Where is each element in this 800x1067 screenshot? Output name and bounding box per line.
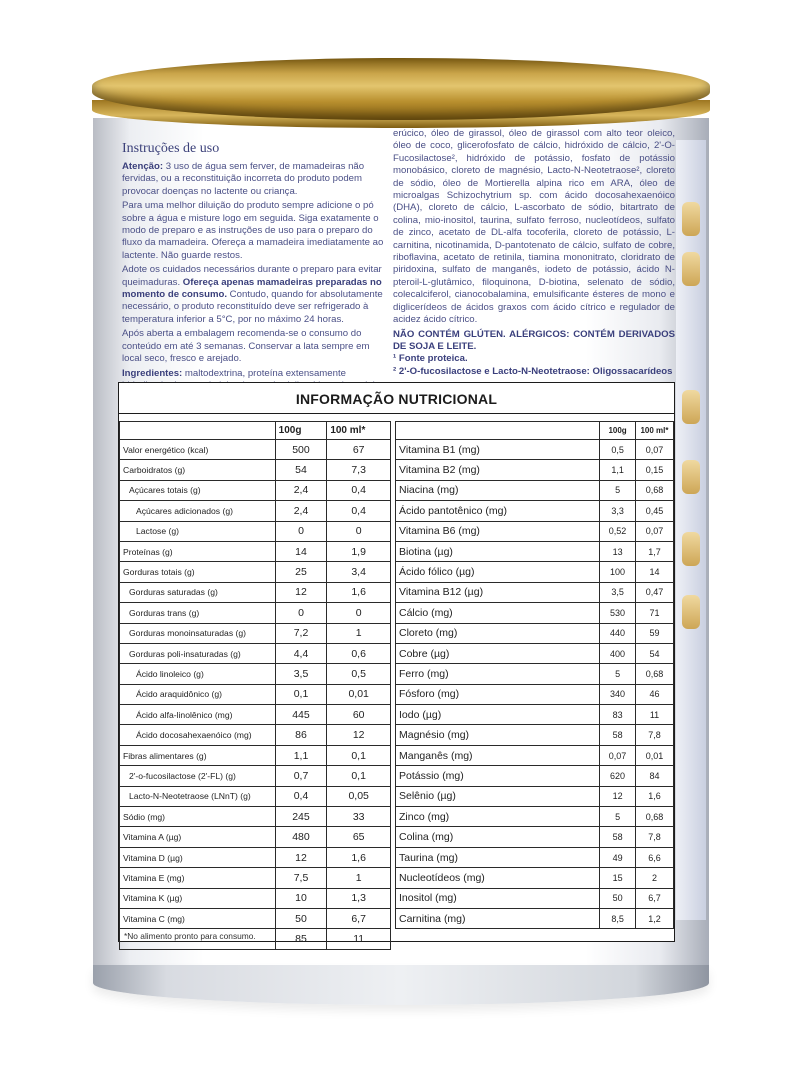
allergen-warning: NÃO CONTÉM GLÚTEN. ALÉRGICOS: CONTÉM DERIVADOS DE SOJA E LEITE. xyxy=(393,328,675,352)
value-100g: 440 xyxy=(600,623,636,643)
table-row xyxy=(120,541,391,561)
nutrient-label: Niacina (mg) xyxy=(396,480,600,500)
nutrition-left-table xyxy=(119,421,391,950)
nutrient-label: Vitamina D (µg) xyxy=(120,847,276,867)
side-label-graphic xyxy=(682,460,700,494)
nutrient-label: Vitamina B2 (mg) xyxy=(396,460,600,480)
value-100g: 0,5 xyxy=(600,440,636,460)
table-row xyxy=(396,562,674,582)
value-100g: 25 xyxy=(275,562,327,582)
side-label-graphic xyxy=(682,390,700,424)
instructions-text: Adote os cuidados necessários durante o preparo para evitar queimaduras. xyxy=(122,264,382,288)
table-row xyxy=(396,541,674,561)
left-header-nutrient xyxy=(120,422,276,440)
value-100ml: 0,01 xyxy=(327,684,391,704)
value-100g: 85 xyxy=(275,929,327,949)
value-100ml: 1,6 xyxy=(327,582,391,602)
value-100ml: 46 xyxy=(636,684,674,704)
value-100g: 2,4 xyxy=(275,480,327,500)
nutrient-label: Vitamina K (µg) xyxy=(120,888,276,908)
value-100ml: 33 xyxy=(327,807,391,827)
table-row xyxy=(396,603,674,623)
value-100ml: 1,6 xyxy=(636,786,674,806)
nutrient-label: Magnésio (mg) xyxy=(396,725,600,745)
nutrient-label: Ácido araquidônico (g) xyxy=(120,684,276,704)
right-header-100g: 100g xyxy=(600,422,636,440)
nutrient-label: Cobre (µg) xyxy=(396,643,600,663)
table-row xyxy=(120,582,391,602)
table-row xyxy=(120,827,391,847)
side-label-graphic xyxy=(682,595,700,629)
table-row xyxy=(120,501,391,521)
table-row xyxy=(396,847,674,867)
value-100g: 13 xyxy=(600,541,636,561)
value-100g: 58 xyxy=(600,827,636,847)
value-100ml: 0,1 xyxy=(327,745,391,765)
nutrition-footnote: *No alimento pronto para consumo. xyxy=(124,931,256,941)
value-100g: 3,5 xyxy=(275,664,327,684)
nutrient-label: Vitamina A (µg) xyxy=(120,827,276,847)
value-100g: 14 xyxy=(275,541,327,561)
nutrient-label: Cálcio (mg) xyxy=(396,603,600,623)
value-100g: 0,4 xyxy=(275,786,327,806)
table-row xyxy=(120,562,391,582)
nutrient-label: Ácido linoleico (g) xyxy=(120,664,276,684)
value-100g: 400 xyxy=(600,643,636,663)
value-100g: 0,7 xyxy=(275,766,327,786)
value-100g: 58 xyxy=(600,725,636,745)
table-row xyxy=(396,868,674,888)
table-row xyxy=(396,623,674,643)
left-header-100g: 100g xyxy=(275,422,327,440)
right-header-100ml: 100 ml* xyxy=(636,422,674,440)
table-row xyxy=(396,582,674,602)
value-100g: 10 xyxy=(275,888,327,908)
value-100ml: 54 xyxy=(636,643,674,663)
nutrient-label: Ferro (mg) xyxy=(396,664,600,684)
table-row xyxy=(120,643,391,663)
table-row xyxy=(396,440,674,460)
nutrient-label: Selênio (µg) xyxy=(396,786,600,806)
table-row xyxy=(396,643,674,663)
value-100ml: 0,68 xyxy=(636,807,674,827)
value-100ml: 59 xyxy=(636,623,674,643)
value-100ml: 65 xyxy=(327,827,391,847)
value-100ml: 60 xyxy=(327,705,391,725)
value-100ml: 0,07 xyxy=(636,440,674,460)
nutrient-label: Gorduras trans (g) xyxy=(120,603,276,623)
value-100g: 245 xyxy=(275,807,327,827)
table-row xyxy=(396,521,674,541)
value-100ml: 2 xyxy=(636,868,674,888)
value-100ml: 0,47 xyxy=(636,582,674,602)
nutrient-label: Gorduras saturadas (g) xyxy=(120,582,276,602)
value-100ml: 0,4 xyxy=(327,480,391,500)
left-header-100ml: 100 ml* xyxy=(327,422,391,440)
value-100ml: 71 xyxy=(636,603,674,623)
nutrient-label: Gorduras poli-insaturadas (g) xyxy=(120,643,276,663)
value-100ml: 11 xyxy=(636,705,674,725)
side-label-strip xyxy=(676,140,706,920)
value-100ml: 0,1 xyxy=(327,766,391,786)
nutrient-label: Lactose (g) xyxy=(120,521,276,541)
nutrient-label: Vitamina B12 (µg) xyxy=(396,582,600,602)
value-100g: 7,2 xyxy=(275,623,327,643)
ingredients-list: erúcico, óleo de girassol, óleo de girassol com alto teor oleico, óleo de coco, glicerofosfato de cálcio, hidróxido de cálcio, 2'-O-Fucosilactose², hidróxido de potássio, fosfato de potássio monobásico, cloreto de magnésio, Lacto-N-Neotetraose², cloreto de sódio, óleo de Mortierella alpina rico em ARA, óleo de microalgas Schizochytrium sp. com ácido docosahexaenóico (DHA), cloreto de cálcio, L-ascorbato de sódio, bitartrato de colina, mio-inositol, taurina, sulfato ferroso, nucleotídeos, sulfato de zinco, acetato de DL-alfa tocoferila, cloreto de potássio, L-carnitina, nicotinamida, D-pantotenato de cálcio, sulfato de cobre, riboflavina, acetato de retinila, tiamina mononitrato, cloridrato de piridoxina, sulfato de manganês, iodeto de potássio, ácido N-pteroil-L-glutâmico, filoquinona, D-biotina, selenato de sódio, colecalciferol, cianocobalamina, emulsificante ésteres de mono e diglicerídeos de ácidos graxos com ácido cítrico e regulador de acidez ácido cítrico. xyxy=(393,128,675,326)
ingredients-label: Ingredientes: xyxy=(122,367,183,379)
table-row xyxy=(120,725,391,745)
table-row xyxy=(396,786,674,806)
value-100g: 2,4 xyxy=(275,501,327,521)
value-100g: 1,1 xyxy=(600,460,636,480)
table-row xyxy=(396,480,674,500)
instructions-paragraph: Após aberta a embalagem recomenda-se o consumo do conteúdo em até 3 semanas. Conservar a lata sempre em local seco, fresco e arejado. xyxy=(122,328,370,365)
table-row xyxy=(120,603,391,623)
value-100ml: 7,3 xyxy=(327,460,391,480)
value-100g: 49 xyxy=(600,847,636,867)
value-100ml: 0,6 xyxy=(327,643,391,663)
value-100g: 5 xyxy=(600,807,636,827)
nutrition-right-table xyxy=(395,421,674,929)
value-100ml: 0,05 xyxy=(327,786,391,806)
value-100g: 50 xyxy=(275,908,327,928)
nutrient-label: Nucleotídeos (mg) xyxy=(396,868,600,888)
nutrient-label: Carnitina (mg) xyxy=(396,908,600,928)
nutrient-label: Açúcares totais (g) xyxy=(120,480,276,500)
nutrient-label: Taurina (mg) xyxy=(396,847,600,867)
value-100g: 12 xyxy=(275,582,327,602)
value-100g: 50 xyxy=(600,888,636,908)
table-row xyxy=(396,745,674,765)
table-row xyxy=(120,664,391,684)
value-100g: 8,5 xyxy=(600,908,636,928)
nutrient-label: Iodo (µg) xyxy=(396,705,600,725)
nutrient-label: Fibras alimentares (g) xyxy=(120,745,276,765)
table-row xyxy=(120,480,391,500)
value-100g: 5 xyxy=(600,664,636,684)
value-100ml: 1,7 xyxy=(636,541,674,561)
value-100g: 0,07 xyxy=(600,745,636,765)
value-100g: 500 xyxy=(275,440,327,460)
instructions-block xyxy=(122,140,390,407)
value-100g: 12 xyxy=(275,847,327,867)
value-100ml: 0 xyxy=(327,603,391,623)
table-row xyxy=(396,501,674,521)
value-100g: 3,3 xyxy=(600,501,636,521)
value-100g: 54 xyxy=(275,460,327,480)
value-100g: 620 xyxy=(600,766,636,786)
value-100ml: 1,6 xyxy=(327,847,391,867)
instructions-paragraph: Para uma melhor diluição do produto sempre adicione o pó sobre a água e misture logo em seguida. Siga exatamente o modo de preparo e as instruções de uso para o preparo do fluxo da mamadeira. Ofereça a mamadeira imediatamente ao lactente. Não guarde restos. xyxy=(122,200,384,261)
nutrient-label: Zinco (mg) xyxy=(396,807,600,827)
value-100g: 4,4 xyxy=(275,643,327,663)
value-100ml: 0,4 xyxy=(327,501,391,521)
value-100g: 340 xyxy=(600,684,636,704)
value-100g: 83 xyxy=(600,705,636,725)
nutrient-label: Gorduras totais (g) xyxy=(120,562,276,582)
table-row xyxy=(120,786,391,806)
nutrient-label: Lacto-N-Neotetraose (LNnT) (g) xyxy=(120,786,276,806)
table-row xyxy=(120,705,391,725)
value-100ml: 0,5 xyxy=(327,664,391,684)
value-100ml: 3,4 xyxy=(327,562,391,582)
value-100ml: 6,7 xyxy=(636,888,674,908)
value-100g: 0,1 xyxy=(275,684,327,704)
value-100g: 12 xyxy=(600,786,636,806)
side-label-graphic xyxy=(682,252,700,286)
nutrient-label: Carboidratos (g) xyxy=(120,460,276,480)
nutrient-label: Ácido fólico (µg) xyxy=(396,562,600,582)
nutrient-label: Potássio (mg) xyxy=(396,766,600,786)
value-100ml: 0,68 xyxy=(636,480,674,500)
table-row xyxy=(120,847,391,867)
nutrient-label: Vitamina B6 (mg) xyxy=(396,521,600,541)
value-100ml: 1,3 xyxy=(327,888,391,908)
table-row xyxy=(120,888,391,908)
value-100g: 530 xyxy=(600,603,636,623)
value-100ml: 1 xyxy=(327,623,391,643)
table-row xyxy=(396,684,674,704)
table-row xyxy=(120,868,391,888)
value-100ml: 0,68 xyxy=(636,664,674,684)
instructions-emphasis: Ofereça apenas mamadeiras preparadas no momento de consumo. xyxy=(122,276,382,301)
nutrient-label: Manganês (mg) xyxy=(396,745,600,765)
value-100g: 5 xyxy=(600,480,636,500)
table-row xyxy=(120,745,391,765)
value-100g: 0 xyxy=(275,521,327,541)
table-row xyxy=(120,623,391,643)
table-row xyxy=(396,807,674,827)
value-100ml: 12 xyxy=(327,725,391,745)
ingredients-continuation xyxy=(393,128,675,378)
table-row xyxy=(120,521,391,541)
attention-paragraph xyxy=(122,161,390,198)
table-row xyxy=(120,807,391,827)
nutrient-label: Gorduras monoinsaturadas (g) xyxy=(120,623,276,643)
instructions-heading: Instruções de uso xyxy=(122,141,220,156)
right-header-nutrient xyxy=(396,422,600,440)
value-100ml: 7,8 xyxy=(636,725,674,745)
table-row xyxy=(120,908,391,928)
value-100ml: 0,07 xyxy=(636,521,674,541)
nutrition-title: INFORMAÇÃO NUTRICIONAL xyxy=(295,391,498,407)
value-100g: 0 xyxy=(275,603,327,623)
nutrient-label: Vitamina E (mg) xyxy=(120,868,276,888)
value-100ml: 0,15 xyxy=(636,460,674,480)
value-100g: 7,5 xyxy=(275,868,327,888)
value-100ml: 6,6 xyxy=(636,847,674,867)
value-100g: 0,52 xyxy=(600,521,636,541)
table-row xyxy=(396,460,674,480)
table-row xyxy=(396,664,674,684)
value-100ml: 7,8 xyxy=(636,827,674,847)
table-row xyxy=(120,460,391,480)
nutrient-label: Cloreto (mg) xyxy=(396,623,600,643)
value-100g: 445 xyxy=(275,705,327,725)
attention-label: Atenção: xyxy=(122,161,164,172)
side-label-graphic xyxy=(682,202,700,236)
table-row xyxy=(120,766,391,786)
value-100ml: 67 xyxy=(327,440,391,460)
nutrition-table xyxy=(118,382,675,946)
attention-text: 3 uso de água sem ferver, de mamadeiras não fervidas, ou a reconstituição incorreta do produto podem provocar doenças no lactente ou criança. xyxy=(122,161,365,197)
value-100g: 1,1 xyxy=(275,745,327,765)
nutrient-label: Biotina (µg) xyxy=(396,541,600,561)
nutrient-label: 2'-o-fucosilactose (2'-FL) (g) xyxy=(120,766,276,786)
instructions-paragraph xyxy=(122,264,390,326)
value-100ml: 6,7 xyxy=(327,908,391,928)
nutrient-label: Valor energético (kcal) xyxy=(120,440,276,460)
value-100ml: 14 xyxy=(636,562,674,582)
value-100g: 15 xyxy=(600,868,636,888)
table-row xyxy=(396,888,674,908)
value-100ml: 0,45 xyxy=(636,501,674,521)
nutrient-label: Fósforo (mg) xyxy=(396,684,600,704)
table-row xyxy=(396,766,674,786)
nutrient-label: Colina (mg) xyxy=(396,827,600,847)
value-100ml: 1 xyxy=(327,868,391,888)
nutrient-label: Vitamina C (mg) xyxy=(120,908,276,928)
table-row xyxy=(120,684,391,704)
instructions-text: Contudo, quando for absolutamente necessário, o produto reconstituído deve ser refrigerado à temperatura inferior a 5°C, por no máximo 24 horas. xyxy=(122,289,383,325)
footnote-protein: ¹ Fonte proteica. xyxy=(393,353,468,365)
nutrient-label: Vitamina B1 (mg) xyxy=(396,440,600,460)
table-row xyxy=(120,440,391,460)
value-100g: 100 xyxy=(600,562,636,582)
nutrient-label: Inositol (mg) xyxy=(396,888,600,908)
table-row xyxy=(396,908,674,928)
can-bottom-rim xyxy=(93,965,709,1005)
value-100ml: 84 xyxy=(636,766,674,786)
nutrient-label: Sódio (mg) xyxy=(120,807,276,827)
ingredients-text: maltodextrina, proteína extensamente xyxy=(184,367,346,379)
value-100ml: 1,2 xyxy=(636,908,674,928)
value-100g: 3,5 xyxy=(600,582,636,602)
value-100ml: 1,9 xyxy=(327,541,391,561)
nutrient-label: Ácido alfa-linolênico (mg) xyxy=(120,705,276,725)
table-row xyxy=(396,725,674,745)
footnote-oligosaccharides: ² 2'-O-fucosilactose e Lacto-N-Neotetraose: Oligossacarídeos xyxy=(393,365,673,377)
nutrient-label: Ácido pantotênico (mg) xyxy=(396,501,600,521)
nutrition-divider xyxy=(119,413,674,414)
value-100ml: 0,01 xyxy=(636,745,674,765)
side-label-graphic xyxy=(682,532,700,566)
value-100ml: 0 xyxy=(327,521,391,541)
table-row xyxy=(396,705,674,725)
nutrient-label: Proteínas (g) xyxy=(120,541,276,561)
value-100ml: 11 xyxy=(327,929,391,949)
table-row xyxy=(396,827,674,847)
value-100g: 480 xyxy=(275,827,327,847)
can-lid xyxy=(92,58,710,120)
nutrient-label: Açúcares adicionados (g) xyxy=(120,501,276,521)
nutrient-label: Ácido docosahexaenóico (mg) xyxy=(120,725,276,745)
value-100g: 86 xyxy=(275,725,327,745)
